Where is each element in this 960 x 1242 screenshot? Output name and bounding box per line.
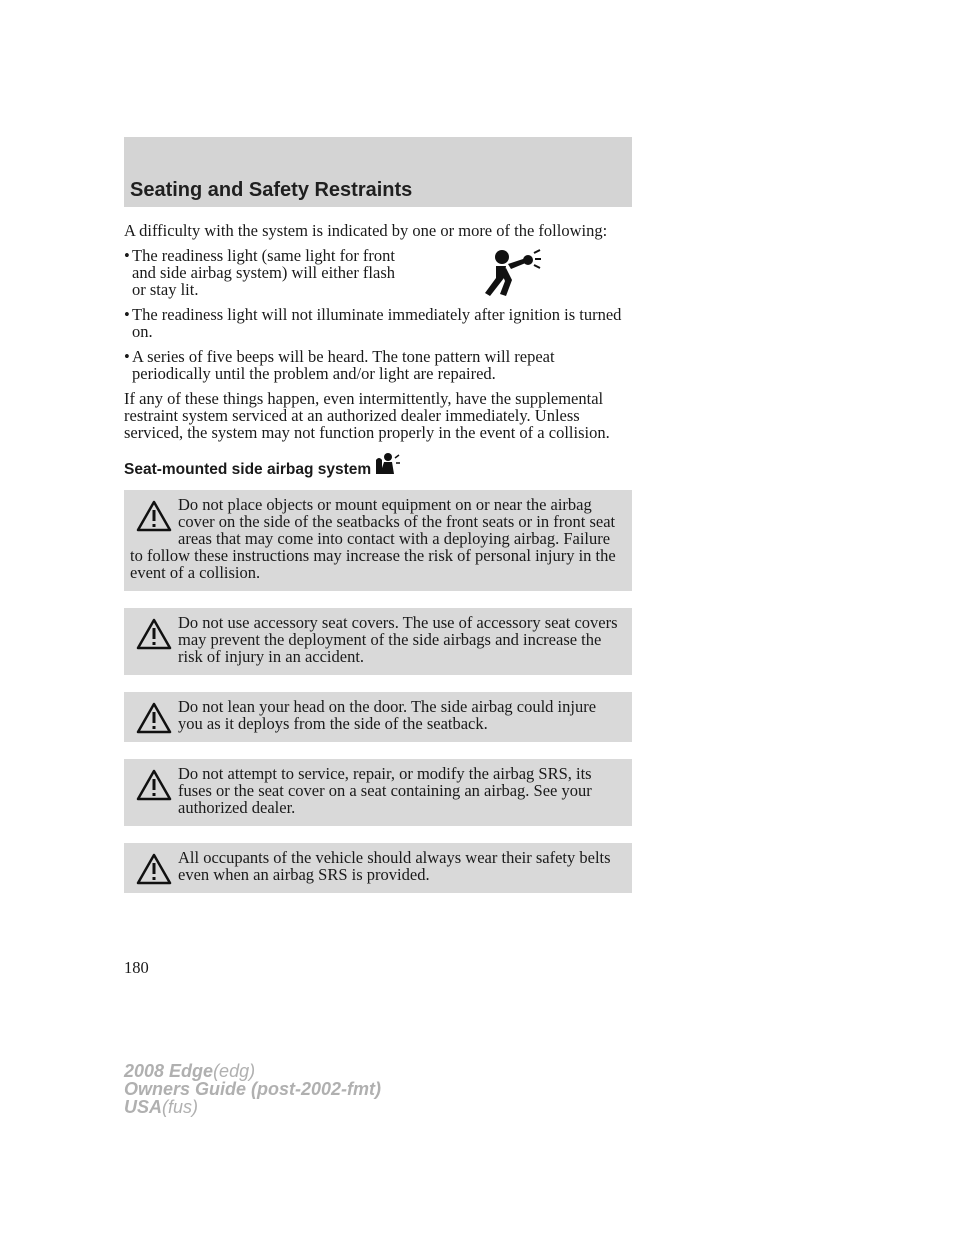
warning-text: Do not lean your head on the door. The side airbag could injure you as it deploys from the side of the seatback. [178, 697, 597, 733]
bullet-item [124, 306, 632, 340]
warning-text: Do not use accessory seat covers. The use of accessory seat covers may prevent the deployment of the side airbags and increase the risk of injury in an accident. [178, 613, 618, 666]
document-footer [124, 1062, 381, 1116]
airbag-warning-icon [482, 248, 542, 300]
side-airbag-icon [373, 452, 401, 478]
subheading-text: Seat-mounted side airbag system [124, 461, 372, 478]
section-header-band [124, 137, 632, 207]
warning-triangle-icon [136, 769, 172, 801]
footer-region: USA [124, 1097, 163, 1117]
bullet-item [124, 247, 632, 298]
subheading [124, 452, 632, 478]
footer-line-region [124, 1098, 381, 1116]
warning-triangle-icon [136, 500, 172, 532]
intro-text: A difficulty with the system is indicated by one or more of the following: [124, 221, 608, 240]
bullet-item [124, 348, 632, 382]
warning-triangle-icon [136, 618, 172, 650]
footer-model-code: (edg) [213, 1061, 256, 1081]
warning-box [124, 692, 632, 742]
bullet-dot: • [124, 347, 130, 366]
warning-box [124, 608, 632, 675]
section-title: Seating and Safety Restraints [130, 179, 413, 201]
footer-region-code: (fus) [162, 1097, 199, 1117]
bullet-text: The readiness light will not illuminate immediately after ignition is turned on. [132, 305, 622, 341]
warning-box [124, 843, 632, 893]
bullet-dot: • [124, 246, 130, 265]
body-paragraph: If any of these things happen, even intermittently, have the supplemental restraint system serviced at an authorized dealer immediately. Unless serviced, the system may not function properly in the event of a collision. [124, 389, 610, 442]
warning-text: Do not attempt to service, repair, or modify the airbag SRS, its fuses or the seat cover on a seat containing an airbag. See your authorized dealer. [178, 764, 592, 817]
warning-text: Do not place objects or mount equipment on or near the airbag cover on the side of the seatbacks of the front seats or in front seat areas that may come into contact with a deploying airbag. Failure to follow these instructions may increase the risk of personal injury in the event of a collision. [130, 495, 616, 582]
warning-box [124, 490, 632, 591]
footer-line-model [124, 1062, 381, 1080]
footer-guide: Owners Guide (post-2002-fmt) [124, 1079, 382, 1099]
warning-triangle-icon [136, 702, 172, 734]
bullet-text: A series of five beeps will be heard. The tone pattern will repeat periodically until the problem and/or light are repaired. [132, 347, 555, 383]
warning-text: All occupants of the vehicle should always wear their safety belts even when an airbag SRS is provided. [178, 848, 611, 884]
warning-triangle-icon [136, 853, 172, 885]
footer-model: 2008 Edge [124, 1061, 214, 1081]
page-number: 180 [124, 958, 149, 977]
warning-box [124, 759, 632, 826]
bullet-text: The readiness light (same light for front and side airbag system) will either flash or stay lit. [132, 246, 396, 299]
page-content [124, 222, 632, 910]
bullet-dot: • [124, 305, 130, 324]
